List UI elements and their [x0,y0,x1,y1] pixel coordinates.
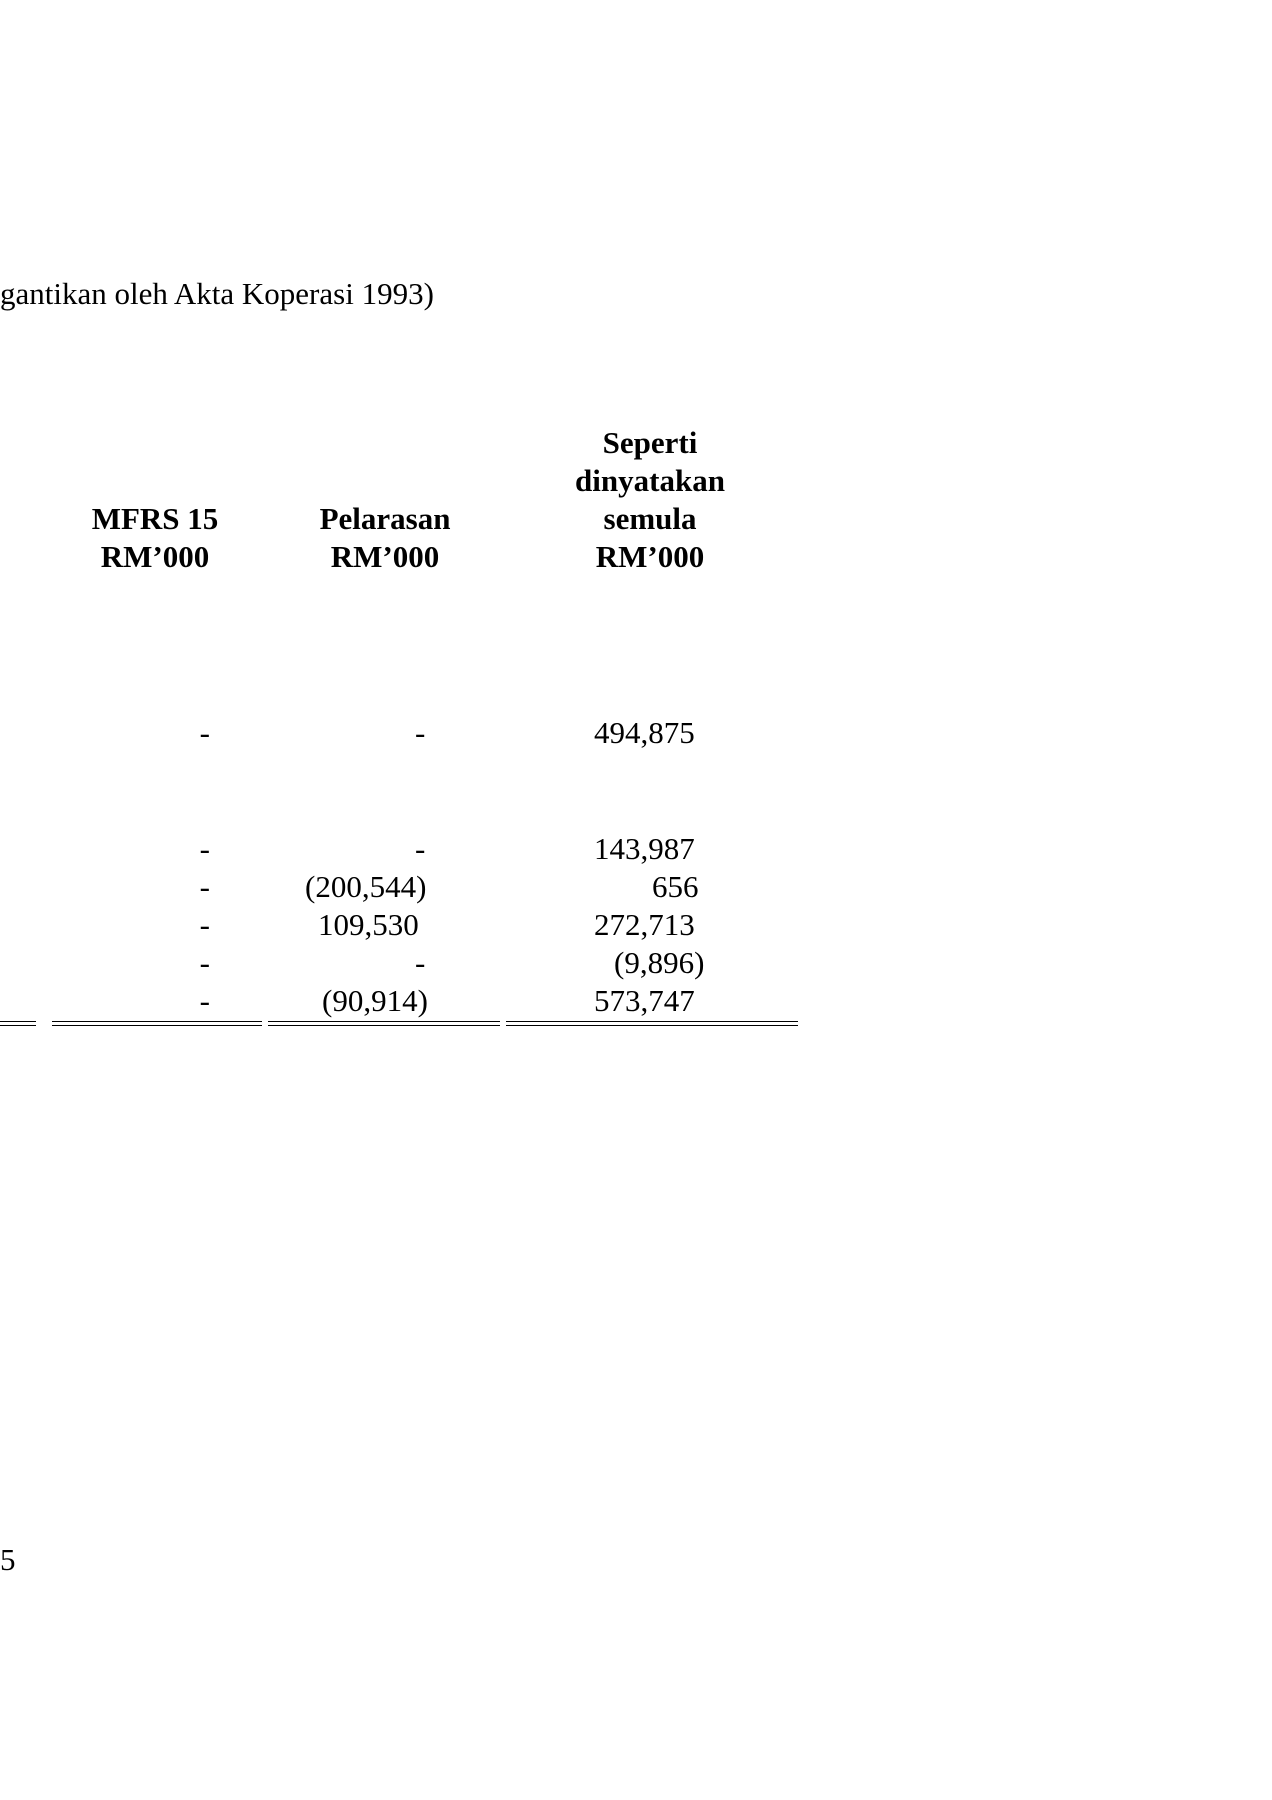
cell-mfrs15-total: - [199,983,210,1018]
cell-restated: (9,896) [614,945,705,980]
column-header-restated [540,424,760,576]
cell-pelarasan: - [415,945,426,980]
header-line: RM’000 [330,539,440,574]
header-line: RM’000 [595,539,705,574]
total-double-underline [52,1021,262,1026]
cell-restated: 143,987 [594,831,695,866]
column-header-mfrs15 [60,500,250,576]
header-line: Pelarasan [319,501,451,536]
cell-pelarasan: 109,530 [318,907,419,942]
document-title-fragment: gantikan oleh Akta Koperasi 1993) [0,276,434,311]
cell-pelarasan: - [415,831,426,866]
cell-mfrs15: - [199,945,210,980]
cell-mfrs15: - [199,715,210,750]
page-number: 5 [0,1542,16,1577]
cell-restated-total: 573,747 [594,983,695,1018]
cell-restated: 494,875 [594,715,695,750]
cell-mfrs15: - [199,831,210,866]
cell-mfrs15: - [199,907,210,942]
cell-restated: 656 [652,869,699,904]
total-double-underline [0,1021,36,1026]
cell-pelarasan-total: (90,914) [322,983,428,1018]
column-header-pelarasan [290,500,480,576]
header-line: dinyatakan [575,463,725,498]
header-line: MFRS 15 [91,501,219,536]
cell-mfrs15: - [199,869,210,904]
cell-pelarasan: - [415,715,426,750]
total-double-underline [506,1021,798,1026]
cell-restated: 272,713 [594,907,695,942]
header-line: Seperti [602,425,698,460]
cell-pelarasan: (200,544) [305,869,427,904]
header-line: semula [603,501,697,536]
total-double-underline [268,1021,500,1026]
header-line: RM’000 [100,539,210,574]
